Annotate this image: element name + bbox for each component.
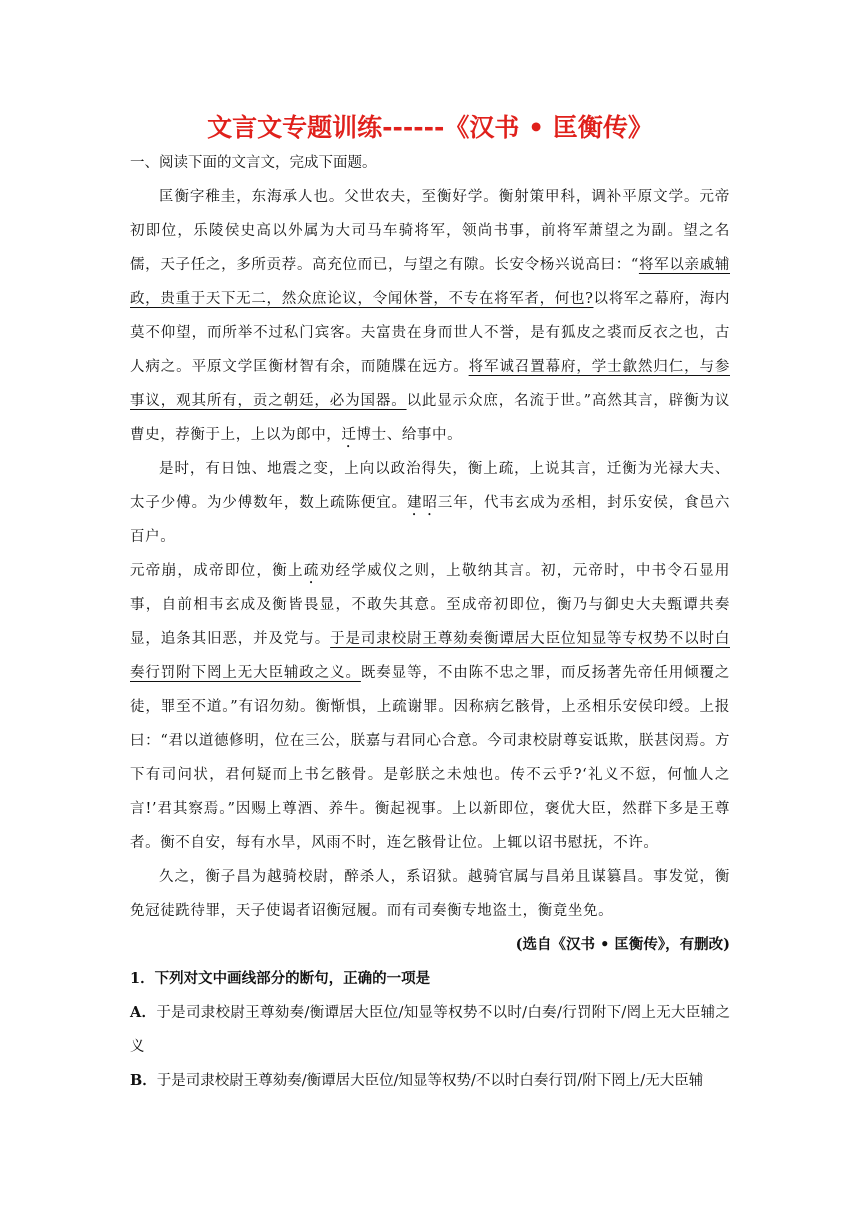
source-citation: (选自《汉书 • 匡衡传》，有删改) bbox=[515, 936, 730, 953]
question-1-option-b[interactable] bbox=[130, 1064, 730, 1098]
p1-dotted-word: 迁 bbox=[341, 427, 357, 443]
p2-text-b: 三年，代韦玄成为丞相，封乐安侯，食邑六百户。 bbox=[130, 495, 730, 545]
option-a-text: 于是司隶校尉王尊劾奏/衡谭居大臣位/知显等权势不以时/白奏/行罚附下/罔上无大臣辅之义 bbox=[130, 1005, 730, 1055]
passage-paragraph-4: 久之，衡子昌为越骑校尉，醉杀人，系诏狱。越骑官属与昌弟且谋篡昌。事发觉，衡免冠徒跣待罪，天子使谒者诏衡冠履。而有司奏衡专地盗土，衡竟坐免。 bbox=[130, 869, 730, 919]
section-heading: 一、阅读下面的文言文，完成下面题。 bbox=[130, 155, 377, 171]
passage-paragraph-3 bbox=[130, 554, 730, 860]
p1-underlined-sentence-1: 将军以亲戚辅政，贵重于天下无二，然众庶论议，令闻休誉，不专在将军者，何也? bbox=[130, 257, 730, 307]
p1-text-a: 匡衡字稚圭，东海承人也。父世农夫，至衡好学。衡射策甲科，调补平原文学。元帝初即位，乐陵侯史高以外属为大司马车骑将军，领尚书事，前将军萧望之为副。望之名儒，天子任之，多所贡荐。高充位而已，与望之有隙。长安令杨兴说高曰：“ bbox=[130, 189, 730, 273]
option-b-text: 于是司隶校尉王尊劾奏/衡谭居大臣位/知显等权势/不以时白奏行罚/附下罔上/无大臣辅 bbox=[156, 1073, 704, 1089]
question-1-option-a[interactable] bbox=[130, 996, 730, 1064]
p1-text-b: 以将军之幕府，海内莫不仰望，而所举不过私门宾客。夫富贵在身而世人不誉，是有狐皮之裘而反衣之也，古人病之。平原文学匡衡材智有余，而随牒在远方。 bbox=[130, 291, 730, 375]
question-1 bbox=[130, 962, 730, 996]
question-1-text: 下列对文中画线部分的断句，正确的一项是 bbox=[154, 970, 431, 987]
p1-underlined-sentence-2: 将军诚召置幕府，学士歙然归仁，与参事议，观其所有，贡之朝廷，必为国器。 bbox=[130, 359, 730, 409]
p3-underlined-sentence: 于是司隶校尉王尊劾奏衡谭居大臣位知显等专权势不以时白奏行罚附下罔上无大臣辅政之义。 bbox=[130, 631, 730, 681]
passage-paragraph-2 bbox=[130, 452, 730, 554]
p1-text-c: 以此显示众庶，名流于世。”高然其言，辟衡为议曹史，荐衡于上，上以为郎中， bbox=[130, 393, 730, 443]
p2-text-a: 是时，有日蚀、地震之变，上向以政治得失，衡上疏，上说其言，迁衡为光禄大夫、太子少傅。为少傅数年，数上疏陈便宜。 bbox=[130, 461, 730, 511]
p3-text-b: 劝经学威仪之则，上敬纳其言。初，元帝时，中书令石显用事，自前相韦玄成及衡皆畏显，不敢失其意。至成帝初即位，衡乃与御史大夫甄谭共奏显，追条其旧恶，并及党与。 bbox=[130, 563, 730, 647]
option-a-letter: A． bbox=[130, 1004, 157, 1021]
p3-text-a: 元帝崩，成帝即位，衡上 bbox=[130, 563, 304, 579]
option-b-letter: B． bbox=[130, 1072, 157, 1089]
question-1-number: 1． bbox=[130, 970, 155, 987]
p3-dotted-word: 疏 bbox=[303, 563, 320, 579]
p1-text-d: 博士、给事中。 bbox=[356, 427, 463, 443]
passage-paragraph-1 bbox=[130, 180, 730, 452]
p3-text-c: 既奏显等，不由陈不忠之罪，而反扬著先帝任用倾覆之徒，罪至不道。”有诏勿劾。衡惭惧，上疏谢罪。因称病乞骸骨，上丞相乐安侯印绶。上报曰：“君以道德修明，位在三公，朕嘉与君同心合意。今司隶校尉尊妄诋欺，朕甚闵焉。方下有司问状，君何疑而上书乞骸骨。是彰朕之未烛也。传不云乎?‘礼义不愆，何恤人之言!’君其察焉。”因赐上尊酒、养牛。衡起视事。上以新即位，褒优大臣，然群下多是王尊者。衡不自安，每有水旱，风雨不时，连乞骸骨让位。上辄以诏书慰抚，不许。 bbox=[130, 665, 731, 851]
document-title: 文言文专题训练------《汉书 • 匡衡传》 bbox=[207, 113, 653, 142]
p2-dotted-word: 建昭 bbox=[407, 495, 438, 511]
